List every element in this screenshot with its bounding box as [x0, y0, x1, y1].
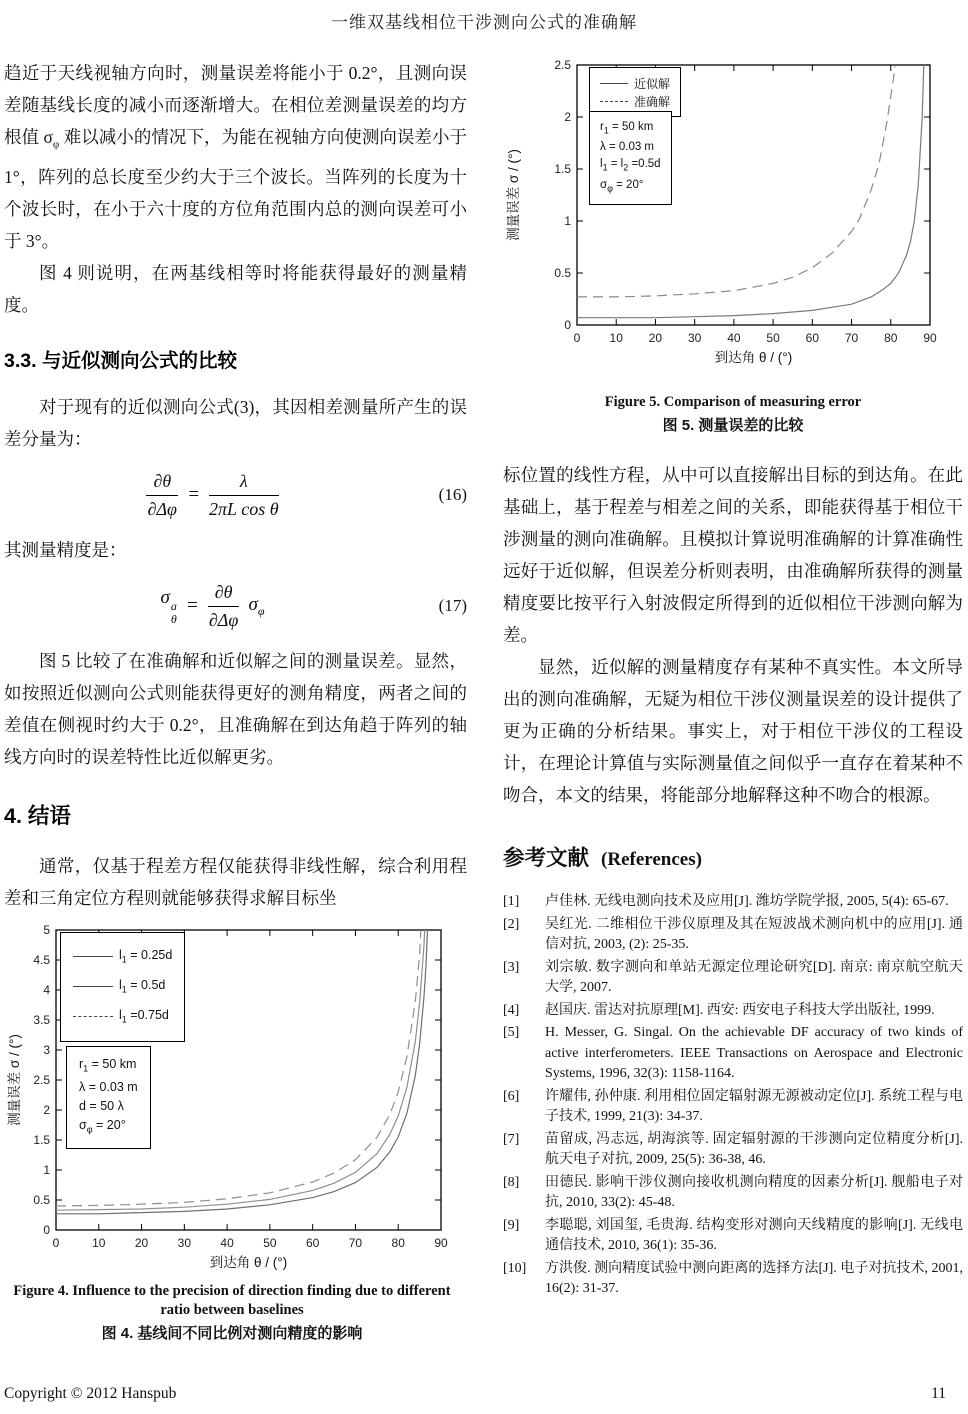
legend-line-sample	[73, 956, 113, 957]
svg-text:1.5: 1.5	[554, 162, 571, 176]
reference-item	[503, 892, 963, 913]
paragraph-continuation-right: 标位置的线性方程，从中可以直接解出目标的到达角。在此基础上，基于程差与相差之间的关系，即能获得基于相位干涉测量的测向准确解。且模拟计算说明准确解的计算准确性远好于近似解，但误差分析则表明，由准确解所获得的测量精度要比按平行入射波假定所得到的近似相位干涉测向解为差。	[503, 465, 963, 645]
fraction	[208, 582, 240, 631]
svg-text:5: 5	[43, 922, 50, 937]
section-heading-3-3: 3.3. 与近似测向公式的比较	[4, 349, 237, 372]
svg-text:0.5: 0.5	[33, 1192, 50, 1207]
svg-text:2: 2	[43, 1102, 50, 1117]
paragraph-fig4-note: 图 4 则说明，在两基线相等时将能获得最好的测量精度。	[4, 262, 467, 315]
figure-5	[503, 55, 963, 437]
svg-text:0: 0	[573, 331, 581, 345]
svg-text:1.5: 1.5	[33, 1132, 50, 1147]
parameter-text: λ = 0.03 m	[79, 1080, 138, 1094]
page-number: 11	[931, 1385, 946, 1402]
parameter-line	[600, 119, 661, 139]
reference-item	[503, 1023, 963, 1085]
left-column	[4, 57, 467, 1345]
equals-sign: =	[185, 595, 199, 616]
reference-label: [10]	[503, 1260, 527, 1276]
figure4-caption-zh: 图 4. 基线间不同比例对测向精度的影响	[101, 1324, 363, 1342]
reference-text: 刘宗敏. 数字测向和单站无源定位理论研究[D]. 南京: 南京航空航天大学, 2007.	[545, 959, 963, 995]
legend-line-sample	[600, 83, 628, 84]
equals-sign: =	[187, 484, 201, 505]
reference-text: H. Messer, G. Singal. On the achievable DF accuracy of two kinds of active interferometers. IEEE Transactions on Aerospace and Electronic Systems, 1996, 32(3): 1158-1164.	[545, 1025, 963, 1081]
svg-text:0: 0	[52, 1235, 60, 1250]
svg-text:10: 10	[92, 1235, 106, 1250]
reference-label: [3]	[503, 959, 520, 975]
references-heading-en: (References)	[601, 849, 702, 870]
eq17-denominator: ∂Δφ	[208, 609, 239, 630]
figure4-caption-en: Figure 4. Influence to the precision of direction finding due to different ratio between baselines	[13, 1282, 451, 1318]
sigma-rhs: $\sigma_\varphi$	[248, 593, 265, 618]
parameter-text: λ = 0.03 m	[600, 141, 655, 154]
svg-text:90: 90	[923, 331, 937, 345]
legend-line-sample	[600, 101, 628, 102]
svg-text:40: 40	[727, 331, 741, 345]
page-footer	[4, 1385, 946, 1403]
svg-text:到达角 θ / (°): 到达角 θ / (°)	[209, 1254, 288, 1270]
subscript-theta: θ	[170, 611, 177, 626]
reference-text: 方洪俊. 测向精度试验中测向距离的选择方法[J]. 电子对抗技术, 2001, 16(2): 31-37.	[545, 1260, 963, 1296]
reference-text: 卢佳林. 无线电测向技术及应用[J]. 潍坊学院学报, 2005, 5(4): 65-67.	[545, 894, 949, 909]
parameter-line	[600, 156, 661, 176]
paragraph-continuation: 趋近于天线视轴方向时，测量误差将能小于 0.2°，且测向误差随基线长度的减小而逐渐增大。在相位差测量误差的均方根值 $\sigma_\varphi$ 难以减小的情况下，为能在视轴方向使测向误差小于 1°，阵列的总长度至少约大于三个波长。当阵列的长度为十个波长时，在小于六十度的方位角范围内总的测向误差可小于 3°。	[4, 63, 467, 251]
eq16-denominator-2: 2πL cos θ	[209, 498, 279, 519]
eq17-numerator: ∂θ	[208, 582, 240, 607]
parameter-text: $\sigma_\varphi = 20^\circ$	[600, 178, 644, 193]
svg-text:50: 50	[766, 331, 780, 345]
reference-text: 苗留成, 冯志远, 胡海滨等. 固定辐射源的干涉测向定位精度分析[J]. 航天电子对抗, 2009, 25(5): 36-38, 46.	[545, 1131, 963, 1167]
reference-label: [4]	[503, 1002, 520, 1018]
legend-item	[600, 74, 670, 92]
eq16-numerator-1: ∂θ	[146, 471, 178, 496]
parameter-line	[600, 177, 661, 197]
parameter-line	[79, 1055, 138, 1079]
figure5-legend	[589, 67, 681, 117]
svg-text:到达角 θ / (°): 到达角 θ / (°)	[714, 350, 793, 365]
paragraph-discussion: 显然，近似解的测量精度存有某种不真实性。本文所导出的测向准确解，无疑为相位干涉仪测量误差的设计提供了更为正确的分析结果。事实上，对于相位干涉仪的工程设计，在理论计算值与实际测量值之间似乎一直存在着某种不吻合，本文的结果，将能部分地解释这种不吻合的根源。	[503, 657, 963, 805]
svg-text:2: 2	[564, 110, 571, 124]
references-heading	[503, 841, 963, 872]
paragraph-precision-lead: 其测量精度是：	[4, 539, 127, 560]
legend-label: $l_1 =0.75d$	[119, 1008, 169, 1025]
svg-text:50: 50	[263, 1235, 277, 1250]
reference-text: 许耀伟, 孙仲康. 利用相位固定辐射源无源被动定位[J]. 系统工程与电子技术, 1999, 21(3): 34-37.	[545, 1088, 963, 1124]
svg-text:20: 20	[134, 1235, 149, 1250]
parameter-text: $r_1 = 50$ km	[79, 1056, 137, 1073]
reference-label: [2]	[503, 916, 520, 932]
fraction	[146, 471, 178, 520]
legend-label: $l_1 = 0.5d$	[119, 978, 166, 995]
figure-4	[4, 920, 467, 1345]
sigma-lhs: σ a θ	[160, 586, 177, 626]
figure5-caption	[523, 393, 943, 437]
legend-item	[600, 92, 670, 110]
parameter-text: $l_1 = l_2 =0.5d$	[600, 158, 661, 173]
parameter-line	[79, 1078, 138, 1097]
svg-text:90: 90	[434, 1235, 448, 1250]
section-heading-4: 4. 结语	[4, 803, 71, 828]
legend-label: $l_1 = 0.25d$	[119, 948, 173, 965]
reference-item	[503, 1130, 963, 1171]
legend-item	[73, 942, 172, 972]
paragraph-fig5-comparison: 图 5 比较了在准确解和近似解之间的测量误差。显然，如按照近似测向公式则能获得更好的测角精度，两者之间的差值在侧视时约大于 0.2°，且准确解在到达角趋于阵列的轴线方向时的误差特性比近似解更劣。	[4, 650, 467, 767]
figure4-legend	[60, 932, 185, 1042]
eq16-denominator-1: ∂Δφ	[147, 498, 178, 519]
svg-text:2.5: 2.5	[33, 1072, 50, 1087]
legend-item	[73, 1002, 172, 1032]
legend-label: 近似解	[634, 76, 671, 91]
parameter-text: $r_1 = 50$ km	[600, 121, 654, 136]
reference-label: [6]	[503, 1088, 520, 1104]
svg-text:0: 0	[564, 318, 571, 332]
svg-text:4.5: 4.5	[33, 952, 50, 967]
superscript-a: a	[170, 598, 177, 613]
equation-16	[4, 471, 467, 520]
svg-text:1: 1	[43, 1162, 50, 1177]
svg-text:1: 1	[564, 214, 571, 228]
parameter-text: d = 50 λ	[79, 1099, 124, 1113]
svg-text:3.5: 3.5	[33, 1012, 50, 1027]
right-column	[503, 55, 963, 1302]
reference-text: 田德民. 影响干涉仪测向接收机测向精度的因素分析[J]. 舰船电子对抗, 2010, 33(2): 45-48.	[545, 1174, 963, 1210]
subscript-phi: φ	[257, 603, 265, 618]
equation-17-number: (17)	[438, 596, 467, 615]
equation-17	[4, 582, 467, 631]
svg-text:60: 60	[805, 331, 820, 345]
reference-item	[503, 1173, 963, 1214]
reference-label: [5]	[503, 1025, 520, 1040]
svg-text:2.5: 2.5	[554, 58, 571, 72]
references-heading-zh: 参考文献	[503, 846, 590, 870]
references-list	[503, 892, 963, 1300]
svg-text:70: 70	[348, 1235, 363, 1250]
reference-item	[503, 1216, 963, 1257]
parameter-line	[600, 139, 661, 156]
reference-item	[503, 1259, 963, 1300]
svg-text:3: 3	[43, 1042, 50, 1057]
svg-text:80: 80	[391, 1235, 405, 1250]
svg-text:4: 4	[43, 982, 50, 997]
legend-item	[73, 972, 172, 1002]
reference-label: [8]	[503, 1174, 520, 1190]
parameter-text: $\sigma_\varphi = 20^\circ$	[79, 1118, 126, 1135]
equation-16-number: (16)	[438, 485, 467, 504]
figure5-caption-zh: 图 5. 测量误差的比较	[662, 417, 804, 434]
svg-text:10: 10	[609, 331, 623, 345]
svg-text:30: 30	[687, 331, 702, 345]
fraction	[209, 471, 279, 520]
svg-text:0.5: 0.5	[554, 266, 571, 280]
paragraph-conclusion: 通常，仅基于程差方程仅能获得非线性解，综合利用程差和三角定位方程则就能够获得求解目标坐	[4, 855, 467, 908]
svg-text:0: 0	[43, 1222, 50, 1237]
reference-text: 吴红光. 二维相位干涉仪原理及其在短波战术测向机中的应用[J]. 通信对抗, 2003, (2): 25-35.	[545, 916, 963, 952]
eq16-numerator-2: λ	[209, 471, 279, 496]
svg-text:测量误差 σ / (°): 测量误差 σ / (°)	[7, 1033, 22, 1126]
svg-text:80: 80	[884, 331, 898, 345]
svg-text:60: 60	[305, 1235, 320, 1250]
reference-label: [7]	[503, 1131, 520, 1147]
reference-label: [9]	[503, 1217, 520, 1233]
page-title: 一维双基线相位干涉测向公式的准确解	[331, 13, 637, 32]
legend-line-sample	[73, 1016, 113, 1017]
svg-text:20: 20	[648, 331, 663, 345]
reference-label: [1]	[503, 894, 520, 909]
equation-16-body	[4, 471, 421, 520]
legend-line-sample	[73, 986, 113, 987]
legend-label: 准确解	[634, 94, 671, 109]
reference-item	[503, 915, 963, 956]
svg-text:30: 30	[177, 1235, 192, 1250]
figure4-caption	[12, 1282, 452, 1345]
reference-text: 李聪聪, 刘国玺, 毛贵海. 结构变形对测向天线精度的影响[J]. 无线电通信技术, 2010, 36(1): 35-36.	[545, 1217, 963, 1253]
parameter-line	[79, 1116, 138, 1140]
svg-text:测量误差 σ / (°): 测量误差 σ / (°)	[506, 149, 521, 241]
figure5-chart	[503, 55, 963, 385]
figure5-caption-en: Figure 5. Comparison of measuring error	[604, 394, 862, 410]
reference-item	[503, 1087, 963, 1128]
svg-text:40: 40	[220, 1235, 234, 1250]
reference-item	[503, 1001, 963, 1022]
paragraph-approx-formula: 对于现有的近似测向公式(3)，其因相差测量所产生的误差分量为：	[4, 396, 467, 449]
reference-item	[503, 958, 963, 999]
copyright-text: Copyright © 2012 Hanspub	[4, 1385, 177, 1402]
equation-17-body	[4, 582, 421, 631]
svg-text:70: 70	[844, 331, 859, 345]
figure4-params-box	[66, 1046, 151, 1149]
parameter-line	[79, 1097, 138, 1116]
figure5-params-box	[589, 111, 672, 205]
reference-text: 赵国庆. 雷达对抗原理[M]. 西安: 西安电子科技大学出版社, 1999.	[545, 1002, 935, 1018]
